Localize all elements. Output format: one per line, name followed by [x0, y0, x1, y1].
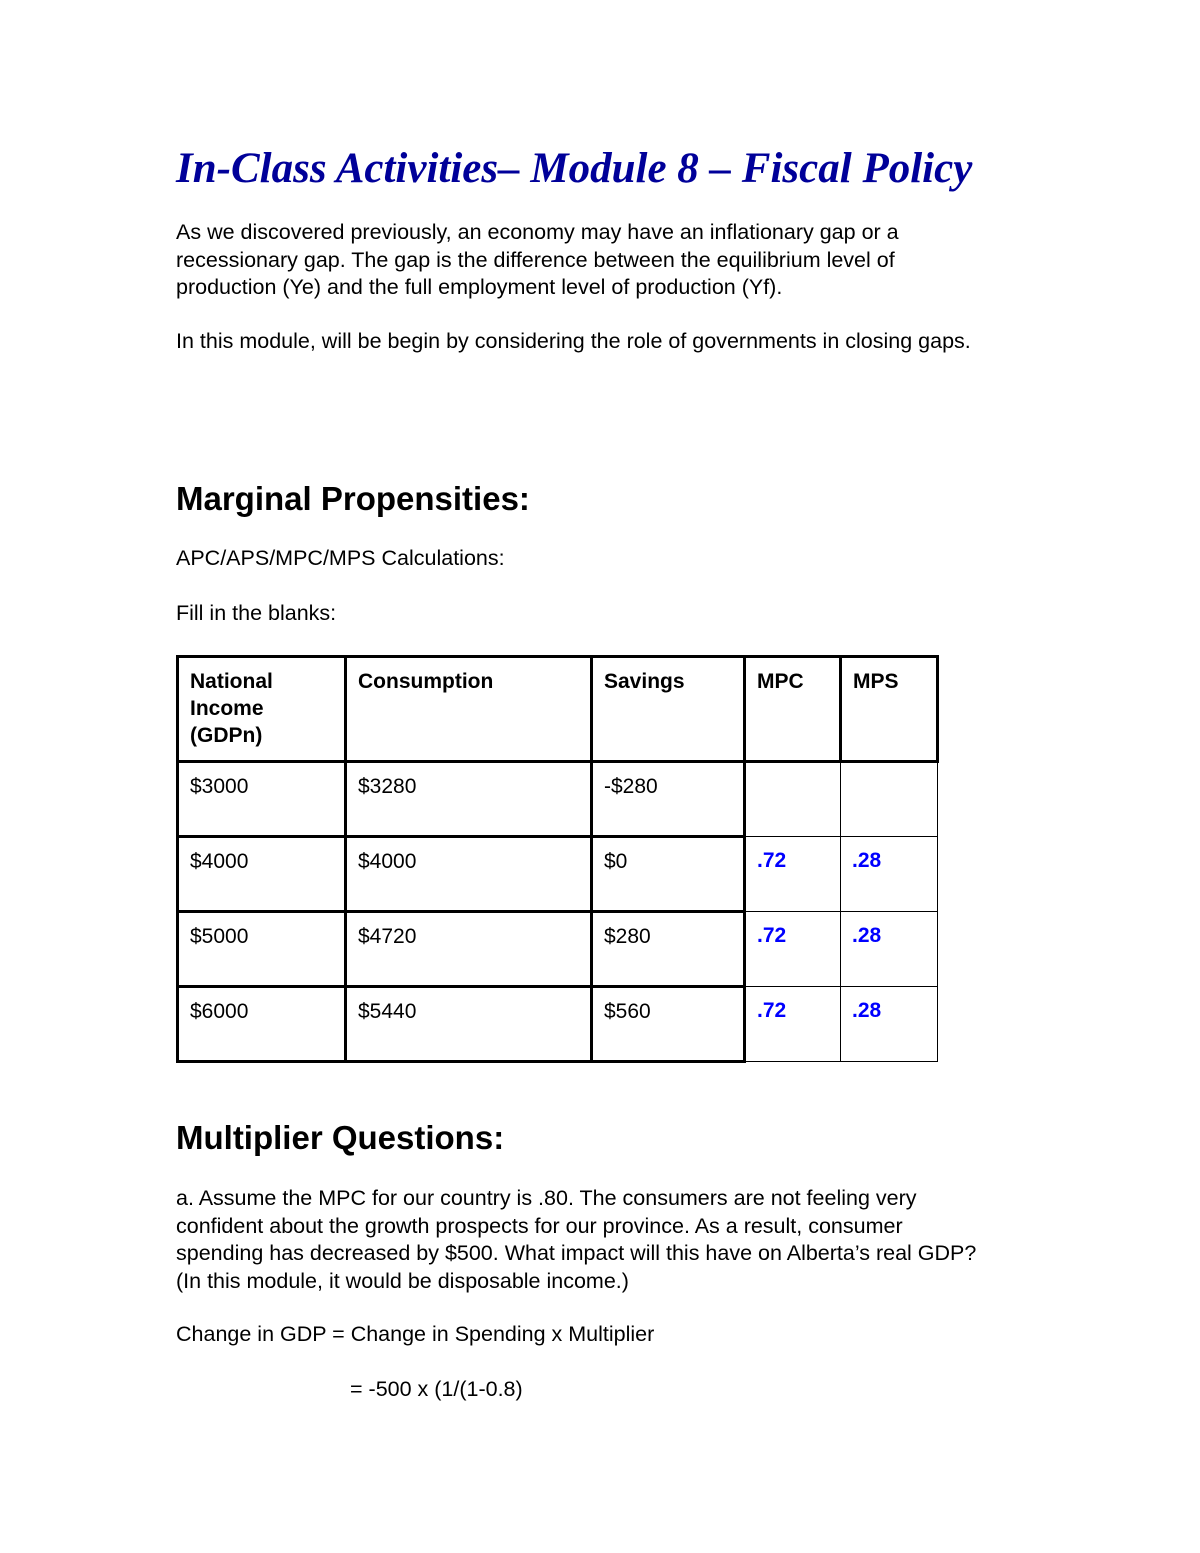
cell-consumption: $3280 [346, 762, 592, 837]
header-national-income: National Income (GDPn) [178, 657, 346, 762]
header-consumption: Consumption [346, 657, 592, 762]
cell-mpc: .72 [745, 987, 841, 1062]
cell-consumption: $4720 [346, 912, 592, 987]
table-row [178, 837, 938, 912]
cell-mpc: .72 [745, 912, 841, 987]
calculation-line: = -500 x (1/(1-0.8) [350, 1377, 523, 1401]
table-row [178, 987, 938, 1062]
propensities-table [176, 655, 939, 1063]
cell-income: $6000 [178, 987, 346, 1062]
formula-line: Change in GDP = Change in Spending x Multiplier [176, 1322, 655, 1346]
table-header-row [178, 657, 938, 762]
intro-paragraph-1: As we discovered previously, an economy may have an inflationary gap or a recessionary gap. The gap is the difference between the equilibrium level of production (Ye) and the full employment level of production (Yf). [176, 220, 899, 299]
cell-income: $4000 [178, 837, 346, 912]
page-title: In-Class Activities– Module 8 – Fiscal Policy [176, 145, 973, 192]
cell-mpc: .72 [745, 837, 841, 912]
cell-mps: .28 [841, 987, 938, 1062]
header-mpc: MPC [745, 657, 841, 762]
header-savings: Savings [592, 657, 745, 762]
cell-mpc [745, 762, 841, 837]
cell-savings: $280 [592, 912, 745, 987]
cell-savings: -$280 [592, 762, 745, 837]
cell-savings: $0 [592, 837, 745, 912]
fill-in-instruction: Fill in the blanks: [176, 601, 337, 625]
cell-consumption: $5440 [346, 987, 592, 1062]
table-row [178, 912, 938, 987]
marginal-propensities-heading: Marginal Propensities: [176, 480, 530, 517]
cell-income: $5000 [178, 912, 346, 987]
cell-consumption: $4000 [346, 837, 592, 912]
cell-mps: .28 [841, 837, 938, 912]
multiplier-questions-heading: Multiplier Questions: [176, 1119, 505, 1156]
table-row [178, 762, 938, 837]
calculations-subheading: APC/APS/MPC/MPS Calculations: [176, 546, 505, 570]
cell-savings: $560 [592, 987, 745, 1062]
question-a: a. Assume the MPC for our country is .80. The consumers are not feeling very confident about the growth prospects for our province. As a result, consumer spending has decreased by $500. What impact will this have on Alberta’s real GDP? (In this module, it would be disposable income.) [176, 1186, 977, 1293]
header-mps: MPS [841, 657, 938, 762]
intro-paragraph-2: In this module, will be begin by considering the role of governments in closing gaps. [176, 329, 971, 353]
cell-income: $3000 [178, 762, 346, 837]
cell-mps [841, 762, 938, 837]
cell-mps: .28 [841, 912, 938, 987]
